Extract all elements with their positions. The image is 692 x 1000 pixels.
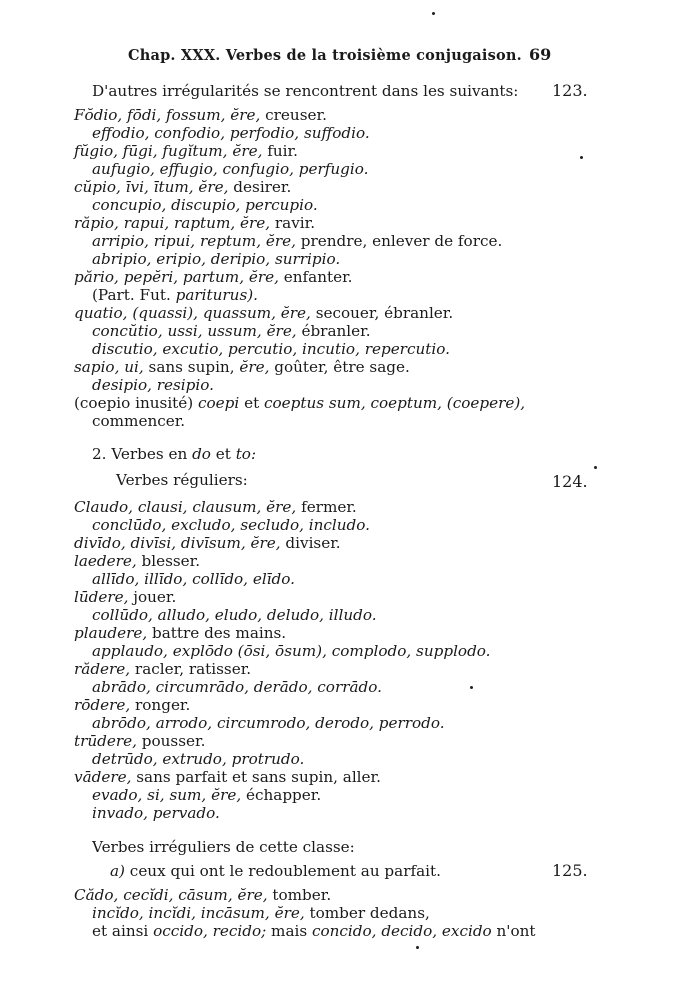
latin-text: arripio, ripui, reptum, ĕre,	[92, 232, 296, 250]
text-line	[74, 886, 331, 904]
latin-text: do	[192, 445, 211, 463]
section-123-intro: D'autres irrégularités se rencontrent dans les suivants:	[92, 82, 519, 100]
section-124-number: 124.	[552, 472, 588, 491]
french-text: desirer.	[228, 178, 292, 196]
text-line: invado, pervado.	[92, 804, 220, 822]
french-text: goûter, être sage.	[269, 358, 410, 376]
section-2-heading	[92, 445, 256, 463]
page-number: 69	[529, 45, 552, 64]
latin-text: lūdere,	[74, 588, 129, 606]
text-line	[74, 732, 205, 750]
latin-text: concŭtio, ussi, ussum, ĕre,	[92, 322, 297, 340]
latin-text: răpio, rapui, raptum, ĕre,	[74, 214, 271, 232]
latin-text: quatio, (quassi), quassum, ĕre,	[74, 304, 311, 322]
french-text: ébranler.	[296, 322, 371, 340]
latin-text: rădere,	[74, 660, 131, 678]
latin-text: incĭdo, incĭdi, incāsum, ĕre,	[92, 904, 305, 922]
french-text: jouer.	[128, 588, 177, 606]
latin-text: Cădo, cecĭdi, cāsum, ĕre,	[74, 886, 268, 904]
text-line	[92, 286, 258, 304]
latin-text: vādere,	[74, 768, 132, 786]
text-line	[74, 660, 251, 678]
latin-text: a)	[110, 862, 125, 880]
print-speck	[416, 946, 419, 949]
text-line	[74, 304, 453, 322]
french-text: secouer, ébranler.	[310, 304, 454, 322]
french-text: sans supin,	[143, 358, 240, 376]
french-text: battre des mains.	[147, 624, 287, 642]
french-text: mais	[266, 922, 312, 940]
latin-text: coepi	[198, 394, 240, 412]
text-line	[74, 552, 200, 570]
latin-text: Claudo, clausi, clausum, ĕre,	[74, 498, 297, 516]
text-line	[92, 232, 502, 250]
text-line	[74, 142, 298, 160]
latin-text: Fŏdio, fōdi, fossum, ĕre,	[74, 106, 261, 124]
latin-text: rōdere,	[74, 696, 131, 714]
section-123-number: 123.	[552, 81, 588, 100]
running-head: Chap. XXX. Verbes de la troisième conjugaison.	[128, 47, 522, 64]
french-text: tomber dedans,	[304, 904, 430, 922]
french-text: ceux qui ont le redoublement au parfait.	[124, 862, 441, 880]
french-text: ravir.	[270, 214, 316, 232]
print-speck	[470, 686, 473, 689]
french-text: et	[239, 394, 264, 412]
text-line: desipio, resipio.	[92, 376, 214, 394]
french-text: et ainsi	[92, 922, 154, 940]
text-line: abrādo, circumrādo, derādo, corrādo.	[92, 678, 382, 696]
latin-text: fŭgio, fūgi, fugĭtum, ĕre,	[74, 142, 263, 160]
text-line: detrūdo, extrudo, protrudo.	[92, 750, 305, 768]
latin-text: occido, recido;	[153, 922, 267, 940]
french-text: et	[210, 445, 236, 463]
french-text: tomber.	[267, 886, 332, 904]
latin-text: evado, si, sum, ĕre,	[92, 786, 242, 804]
text-line	[74, 498, 357, 516]
french-text: racler, ratisser.	[130, 660, 252, 678]
text-line: abripio, eripio, deripio, surripio.	[92, 250, 341, 268]
text-line: discutio, excutio, percutio, incutio, repercutio.	[92, 340, 450, 358]
french-text: pousser.	[136, 732, 206, 750]
text-line: collūdo, alludo, eludo, deludo, illudo.	[92, 606, 377, 624]
text-line	[74, 394, 525, 412]
text-line	[74, 214, 315, 232]
french-text: prendre, enlever de force.	[295, 232, 503, 250]
latin-text: concido, decido, excido	[312, 922, 492, 940]
french-text: enfanter.	[278, 268, 353, 286]
latin-text: ĕre,	[239, 358, 270, 376]
french-text: sans parfait et sans supin, aller.	[131, 768, 381, 786]
french-text: creuser.	[260, 106, 327, 124]
print-speck	[594, 466, 597, 469]
text-line	[74, 768, 381, 786]
section-124-subheading: Verbes réguliers:	[116, 471, 248, 489]
print-speck	[580, 156, 583, 159]
text-line: aufugio, effugio, confugio, perfugio.	[92, 160, 369, 178]
section-125-subheading	[110, 862, 441, 880]
text-line: effodio, confodio, perfodio, suffodio.	[92, 124, 370, 142]
latin-text: laedere,	[74, 552, 137, 570]
french-text: ronger.	[130, 696, 191, 714]
text-line	[74, 588, 176, 606]
french-text: (Part. Fut.	[92, 286, 176, 304]
text-line: abrōdo, arrodo, circumrodo, derodo, perrodo.	[92, 714, 445, 732]
latin-text: coeptus sum, coeptum, (coepere),	[264, 394, 526, 412]
text-line: conclūdo, excludo, secludo, includo.	[92, 516, 370, 534]
text-line	[74, 624, 286, 642]
section-125-number: 125.	[552, 861, 588, 880]
french-text: fermer.	[296, 498, 357, 516]
text-line	[92, 322, 371, 340]
latin-text: divīdo, divīsi, divīsum, ĕre,	[74, 534, 281, 552]
text-line: concupio, discupio, percupio.	[92, 196, 318, 214]
french-text: blesser.	[136, 552, 201, 570]
text-line	[74, 178, 291, 196]
latin-text: plaudere,	[74, 624, 148, 642]
section-125-heading: Verbes irréguliers de cette classe:	[92, 838, 355, 856]
text-line	[92, 904, 430, 922]
french-text: 2. Verbes en	[92, 445, 193, 463]
text-line: commencer.	[92, 412, 186, 430]
print-speck	[432, 12, 435, 15]
text-line	[92, 922, 536, 940]
latin-text: trūdere,	[74, 732, 137, 750]
french-text: n'ont	[491, 922, 536, 940]
latin-text: părio, pepĕri, partum, ĕre,	[74, 268, 279, 286]
latin-text: cŭpio, īvi, ītum, ĕre,	[74, 178, 229, 196]
text-line	[92, 786, 321, 804]
french-text: fuir.	[262, 142, 298, 160]
latin-text: pariturus).	[175, 286, 258, 304]
text-line	[74, 696, 190, 714]
text-line: allīdo, illīdo, collīdo, elīdo.	[92, 570, 295, 588]
text-line	[74, 534, 341, 552]
french-text: diviser.	[280, 534, 341, 552]
text-line	[74, 106, 327, 124]
latin-text: to:	[235, 445, 257, 463]
text-line: applaudo, explōdo (ōsi, ōsum), complodo, supplodo.	[92, 642, 491, 660]
text-line	[74, 268, 353, 286]
french-text: (coepio inusité)	[74, 394, 199, 412]
latin-text: sapio, ui,	[74, 358, 144, 376]
text-line	[74, 358, 410, 376]
french-text: échapper.	[241, 786, 322, 804]
